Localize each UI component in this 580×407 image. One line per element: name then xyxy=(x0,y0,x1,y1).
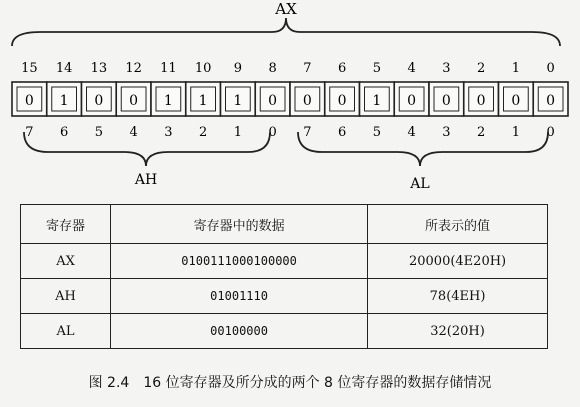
bit-value: 1 xyxy=(233,93,243,109)
bit-position-label: 2 xyxy=(476,61,486,76)
bit-position-label: 7 xyxy=(303,61,312,76)
bit-position-label: 11 xyxy=(160,61,177,76)
bit-position-label: 13 xyxy=(90,61,108,76)
bit-position-label: 2 xyxy=(198,125,208,140)
cell-data: 01001110 xyxy=(111,279,368,314)
header-value: 所表示的值 xyxy=(368,205,548,244)
cell-value: 32(20H) xyxy=(368,314,548,349)
register-table xyxy=(20,204,548,349)
bit-position-label: 14 xyxy=(55,61,73,76)
caption-text: 16 位寄存器及所分成的两个 8 位寄存器的数据存储情况 xyxy=(143,375,492,391)
bit-value: 1 xyxy=(372,93,382,109)
bit-value: 0 xyxy=(24,93,34,109)
bit-position-label: 6 xyxy=(59,125,69,140)
header-register: 寄存器 xyxy=(21,205,111,244)
cell-register: AL xyxy=(21,314,111,349)
ah-label: AH xyxy=(134,172,158,188)
bit-position-label: 0 xyxy=(546,61,555,76)
bit-position-label: 5 xyxy=(372,61,382,76)
bit-value: 0 xyxy=(302,93,312,109)
bit-position-label: 5 xyxy=(94,125,104,140)
bit-value: 1 xyxy=(59,93,69,109)
cell-register: AX xyxy=(21,244,111,279)
bit-position-row-bottom xyxy=(25,125,555,140)
bit-value: 0 xyxy=(129,93,139,109)
bit-value: 0 xyxy=(407,93,417,109)
bit-value: 0 xyxy=(337,93,347,109)
bit-position-label: 15 xyxy=(21,61,38,76)
table-header-row xyxy=(21,205,548,244)
bit-position-label: 4 xyxy=(129,125,138,140)
bit-position-label: 6 xyxy=(337,125,347,140)
bit-position-label: 10 xyxy=(194,61,212,76)
bit-position-label: 0 xyxy=(546,125,555,140)
al-brace xyxy=(298,132,548,166)
bit-position-label: 0 xyxy=(268,125,277,140)
bit-position-label: 2 xyxy=(476,125,486,140)
bit-position-label: 3 xyxy=(164,125,173,140)
register-diagram xyxy=(0,0,580,200)
cell-data: 0100111000100000 xyxy=(111,244,368,279)
bit-position-label: 1 xyxy=(233,125,243,140)
header-data: 寄存器中的数据 xyxy=(111,205,368,244)
bit-position-label: 3 xyxy=(442,125,451,140)
cell-data: 00100000 xyxy=(111,314,368,349)
ax-brace xyxy=(12,18,560,46)
bit-position-label: 3 xyxy=(442,61,451,76)
cell-value: 78(4EH) xyxy=(368,279,548,314)
bit-value: 0 xyxy=(476,93,486,109)
caption-number: 图 2.4 xyxy=(88,375,130,391)
bit-value: 0 xyxy=(511,93,521,109)
bit-cells-row xyxy=(12,82,568,116)
bit-position-label: 4 xyxy=(407,61,416,76)
cell-register: AH xyxy=(21,279,111,314)
bit-position-label: 4 xyxy=(407,125,416,140)
bit-position-row-top xyxy=(21,61,555,76)
table-row xyxy=(21,244,548,279)
bit-position-label: 7 xyxy=(303,125,312,140)
bit-position-label: 9 xyxy=(233,61,243,76)
bit-position-label: 7 xyxy=(25,125,34,140)
bit-value: 0 xyxy=(268,93,278,109)
bit-value: 0 xyxy=(441,93,451,109)
cell-value: 20000(4E20H) xyxy=(368,244,548,279)
bit-position-label: 5 xyxy=(372,125,382,140)
bit-position-label: 12 xyxy=(125,61,142,76)
bit-position-label: 8 xyxy=(268,61,277,76)
bit-value: 1 xyxy=(163,93,173,109)
al-label: AL xyxy=(410,176,430,192)
ax-label: AX xyxy=(275,0,297,18)
bit-value: 0 xyxy=(546,93,556,109)
bit-value: 0 xyxy=(94,93,104,109)
figure-caption xyxy=(0,372,580,392)
bit-position-label: 6 xyxy=(337,61,347,76)
table-row xyxy=(21,314,548,349)
bit-position-label: 1 xyxy=(511,125,521,140)
bit-position-label: 1 xyxy=(511,61,521,76)
bit-value: 1 xyxy=(198,93,208,109)
table-row xyxy=(21,279,548,314)
